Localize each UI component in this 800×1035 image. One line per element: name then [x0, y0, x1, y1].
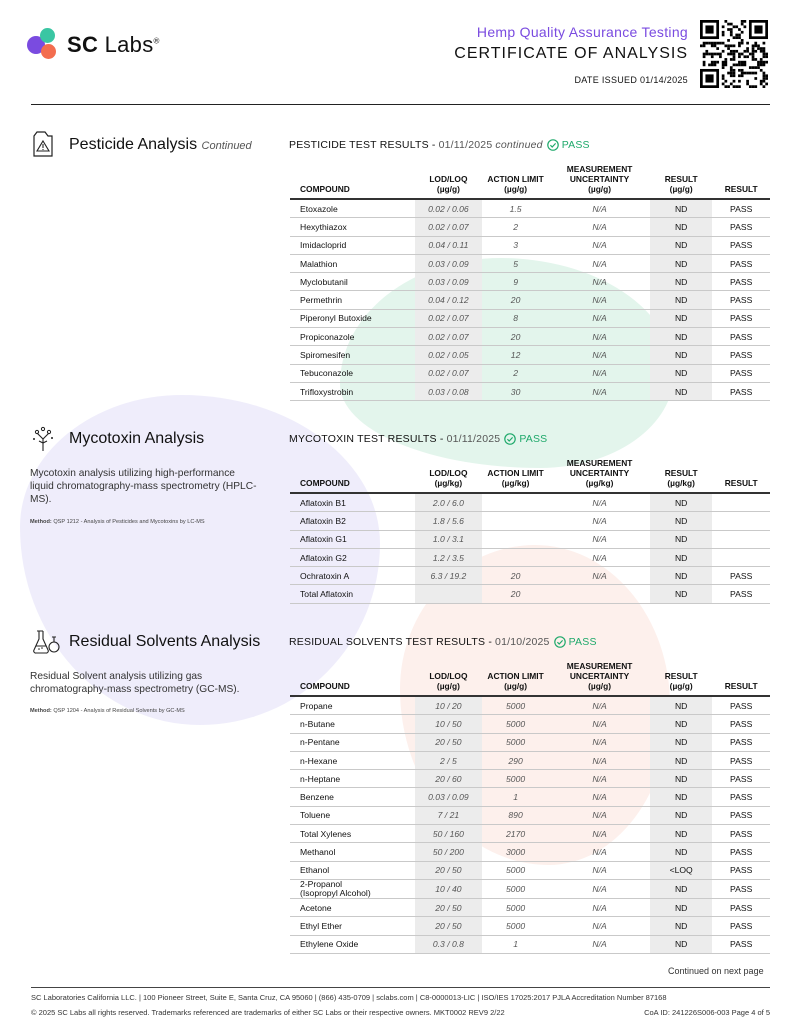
table-cell: 20 / 50 [415, 861, 482, 879]
header-subtitle: Hemp Quality Assurance Testing [476, 24, 688, 40]
table-cell: Ethanol [290, 861, 415, 879]
table-cell: 2-Propanol (Isopropyl Alcohol) [290, 879, 415, 898]
table-cell [482, 512, 549, 530]
table-cell: N/A [549, 825, 650, 843]
column-header: LOD/LOQ (µg/g) [415, 164, 482, 199]
mycotoxin-results-heading [289, 433, 547, 445]
table-cell: N/A [549, 328, 650, 346]
table-cell: N/A [549, 751, 650, 769]
table-cell: 5000 [482, 898, 549, 916]
table-cell: 0.03 / 0.09 [415, 254, 482, 272]
table-cell [712, 493, 770, 512]
table-cell: Etoxazole [290, 199, 415, 218]
table-cell: PASS [712, 218, 770, 236]
table-cell: ND [650, 879, 712, 898]
table-cell: 20 / 50 [415, 733, 482, 751]
table-cell: PASS [712, 770, 770, 788]
table-cell: PASS [712, 861, 770, 879]
table-cell: PASS [712, 917, 770, 935]
table-cell: Piperonyl Butoxide [290, 309, 415, 327]
table-cell: ND [650, 751, 712, 769]
table-cell: 50 / 160 [415, 825, 482, 843]
table-row [290, 585, 770, 603]
table-cell: 1.0 / 3.1 [415, 530, 482, 548]
table-row [290, 548, 770, 566]
table-cell: 290 [482, 751, 549, 769]
flask-icon [31, 628, 61, 656]
mycotoxin-results-label: MYCOTOXIN TEST RESULTS - [289, 433, 444, 445]
table-cell: PASS [712, 585, 770, 603]
table-cell: 5000 [482, 770, 549, 788]
table-cell: N/A [549, 364, 650, 382]
table-cell: N/A [549, 346, 650, 364]
check-circle-icon [554, 636, 566, 648]
table-row [290, 879, 770, 898]
pesticide-pass-text: PASS [561, 139, 590, 151]
table-cell: PASS [712, 567, 770, 585]
table-cell: Ochratoxin A [290, 567, 415, 585]
mycotoxin-results-table [290, 458, 770, 604]
table-cell: Imidacloprid [290, 236, 415, 254]
table-cell: ND [650, 236, 712, 254]
table-row [290, 328, 770, 346]
table-cell: 20 [482, 585, 549, 603]
table-cell: N/A [549, 770, 650, 788]
table-cell: ND [650, 935, 712, 953]
solvents-method [30, 707, 270, 715]
hazard-jug-icon [31, 130, 55, 158]
table-cell: N/A [549, 199, 650, 218]
mycotoxin-results-date: 01/11/2025 [446, 433, 501, 445]
table-cell: Aflatoxin G1 [290, 530, 415, 548]
table-cell: ND [650, 585, 712, 603]
table-cell: ND [650, 788, 712, 806]
table-row [290, 917, 770, 935]
column-header: MEASUREMENT UNCERTAINTY (µg/g) [549, 164, 650, 199]
mycotoxin-pass-badge [504, 433, 547, 445]
table-row [290, 696, 770, 715]
table-cell: PASS [712, 291, 770, 309]
pesticide-results-label: PESTICIDE TEST RESULTS - [289, 139, 436, 151]
solvents-results-date: 01/10/2025 [495, 636, 550, 648]
table-cell: 0.02 / 0.06 [415, 199, 482, 218]
column-header: COMPOUND [290, 458, 415, 493]
table-cell: N/A [549, 273, 650, 291]
mycotoxin-method-text: QSP 1212 - Analysis of Pesticides and Mycotoxins by LC-MS [53, 519, 205, 525]
mycotoxin-description: Mycotoxin analysis utilizing high-performance liquid chromatography-mass spectrometry (HPLC-MS). [30, 468, 257, 505]
table-cell: Trifloxystrobin [290, 382, 415, 400]
logo-mark-icon [27, 28, 61, 62]
table-cell: 7 / 21 [415, 806, 482, 824]
column-header: RESULT [712, 458, 770, 493]
table-cell: 20 / 50 [415, 898, 482, 916]
table-cell: ND [650, 218, 712, 236]
column-header: RESULT [712, 164, 770, 199]
table-cell: 10 / 40 [415, 879, 482, 898]
table-cell: N/A [549, 898, 650, 916]
table-cell: PASS [712, 273, 770, 291]
table-cell: Ethylene Oxide [290, 935, 415, 953]
table-cell: 3000 [482, 843, 549, 861]
table-cell: Propiconazole [290, 328, 415, 346]
table-cell [482, 493, 549, 512]
table-cell: 0.3 / 0.8 [415, 935, 482, 953]
table-cell: PASS [712, 879, 770, 898]
column-header: RESULT (µg/g) [650, 661, 712, 696]
table-cell: ND [650, 917, 712, 935]
table-cell: 0.02 / 0.07 [415, 218, 482, 236]
table-cell: PASS [712, 254, 770, 272]
table-cell: N/A [549, 530, 650, 548]
table-row [290, 751, 770, 769]
table-row [290, 530, 770, 548]
pesticide-title-text: Pesticide Analysis [69, 136, 198, 153]
column-header: COMPOUND [290, 164, 415, 199]
table-cell: N/A [549, 917, 650, 935]
table-cell: ND [650, 346, 712, 364]
table-cell: Aflatoxin B1 [290, 493, 415, 512]
table-cell: 3 [482, 236, 549, 254]
table-cell: ND [650, 715, 712, 733]
table-cell: N/A [549, 696, 650, 715]
mycotoxin-pass-text: PASS [519, 433, 548, 445]
column-header: LOD/LOQ (µg/kg) [415, 458, 482, 493]
table-cell: N/A [549, 935, 650, 953]
solvents-method-label: Method: [30, 708, 52, 714]
table-cell [712, 548, 770, 566]
table-cell: Aflatoxin B2 [290, 512, 415, 530]
table-cell: ND [650, 806, 712, 824]
table-cell: Acetone [290, 898, 415, 916]
table-cell: PASS [712, 788, 770, 806]
table-cell: ND [650, 291, 712, 309]
solvents-results-label: RESIDUAL SOLVENTS TEST RESULTS - [289, 636, 493, 648]
table-row [290, 218, 770, 236]
table-cell: 1.5 [482, 199, 549, 218]
check-circle-icon [504, 433, 516, 445]
column-header: ACTION LIMIT (µg/g) [482, 661, 549, 696]
table-cell: 0.04 / 0.11 [415, 236, 482, 254]
header-block [454, 24, 688, 85]
table-cell: N/A [549, 567, 650, 585]
table-cell: 0.02 / 0.07 [415, 364, 482, 382]
table-cell: 5000 [482, 917, 549, 935]
table-cell: PASS [712, 696, 770, 715]
table-cell: ND [650, 493, 712, 512]
table-cell: PASS [712, 715, 770, 733]
table-cell: n-Butane [290, 715, 415, 733]
table-cell: N/A [549, 512, 650, 530]
pesticide-results-table [290, 164, 770, 401]
pesticide-pass-badge [547, 139, 590, 151]
table-row [290, 364, 770, 382]
table-cell: PASS [712, 898, 770, 916]
table-cell: 2170 [482, 825, 549, 843]
table-row [290, 806, 770, 824]
table-cell: N/A [549, 291, 650, 309]
table-cell: 5000 [482, 861, 549, 879]
table-cell: PASS [712, 843, 770, 861]
solvents-pass-text: PASS [568, 636, 597, 648]
table-row [290, 733, 770, 751]
table-cell: 0.02 / 0.07 [415, 309, 482, 327]
table-row [290, 199, 770, 218]
table-cell: PASS [712, 825, 770, 843]
table-cell [482, 548, 549, 566]
column-header: RESULT [712, 661, 770, 696]
table-cell: ND [650, 382, 712, 400]
table-cell: ND [650, 898, 712, 916]
mycotoxin-method [30, 518, 230, 526]
solvents-method-text: QSP 1204 - Analysis of Residual Solvents by GC-MS [53, 708, 185, 714]
table-cell [712, 530, 770, 548]
table-cell: Spiromesifen [290, 346, 415, 364]
column-header: LOD/LOQ (µg/g) [415, 661, 482, 696]
table-cell: PASS [712, 236, 770, 254]
table-cell: <LOQ [650, 861, 712, 879]
table-cell: PASS [712, 806, 770, 824]
table-cell: 1.2 / 3.5 [415, 548, 482, 566]
column-header: MEASUREMENT UNCERTAINTY (µg/g) [549, 661, 650, 696]
table-cell: 2 [482, 218, 549, 236]
table-cell: N/A [549, 806, 650, 824]
table-cell: n-Heptane [290, 770, 415, 788]
pesticide-results-heading [289, 139, 590, 151]
table-cell: ND [650, 364, 712, 382]
table-cell: 5000 [482, 696, 549, 715]
table-cell: 0.02 / 0.05 [415, 346, 482, 364]
table-row [290, 898, 770, 916]
table-row [290, 382, 770, 400]
table-cell: N/A [549, 493, 650, 512]
pesticide-results-note: continued [495, 139, 543, 151]
mycotoxin-method-label: Method: [30, 519, 52, 525]
table-cell: 20 [482, 567, 549, 585]
pesticide-section-title [69, 136, 252, 154]
table-cell: n-Hexane [290, 751, 415, 769]
table-cell: ND [650, 825, 712, 843]
table-cell [415, 585, 482, 603]
table-cell: Myclobutanil [290, 273, 415, 291]
table-row [290, 770, 770, 788]
table-cell: 20 [482, 291, 549, 309]
table-cell: ND [650, 309, 712, 327]
table-cell: N/A [549, 382, 650, 400]
footer-coa-id: CoA ID: 241226S006-003 Page 4 of 5 [644, 1008, 770, 1017]
footer-copyright: © 2025 SC Labs all rights reserved. Trademarks referenced are trademarks of either SC Labs or their respective owners. MKT0002 REV9 2/22 [31, 1008, 505, 1017]
column-header: RESULT (µg/g) [650, 164, 712, 199]
pesticide-continued-text: Continued [201, 140, 252, 152]
column-header: ACTION LIMIT (µg/g) [482, 164, 549, 199]
column-header: MEASUREMENT UNCERTAINTY (µg/kg) [549, 458, 650, 493]
table-cell: N/A [549, 733, 650, 751]
header-divider [31, 104, 770, 105]
table-cell: 20 / 50 [415, 917, 482, 935]
table-cell: PASS [712, 733, 770, 751]
table-row [290, 861, 770, 879]
table-cell: Propane [290, 696, 415, 715]
table-cell: 5000 [482, 879, 549, 898]
table-cell: 0.02 / 0.07 [415, 328, 482, 346]
table-cell: ND [650, 770, 712, 788]
check-circle-icon [547, 139, 559, 151]
table-cell: PASS [712, 309, 770, 327]
table-cell [482, 530, 549, 548]
header-title: CERTIFICATE OF ANALYSIS [454, 45, 688, 62]
pesticide-results-date: 01/11/2025 [438, 139, 493, 151]
table-cell [549, 585, 650, 603]
table-cell: Total Xylenes [290, 825, 415, 843]
table-cell: PASS [712, 199, 770, 218]
table-cell: ND [650, 567, 712, 585]
table-row [290, 291, 770, 309]
table-cell: N/A [549, 879, 650, 898]
table-cell: PASS [712, 751, 770, 769]
table-cell: 0.03 / 0.08 [415, 382, 482, 400]
mycotoxin-section-title: Mycotoxin Analysis [69, 430, 205, 447]
date-issued: DATE ISSUED 01/14/2025 [574, 75, 688, 85]
table-cell: 30 [482, 382, 549, 400]
table-cell: 5 [482, 254, 549, 272]
table-cell: ND [650, 273, 712, 291]
column-header: RESULT (µg/kg) [650, 458, 712, 493]
solvents-pass-badge [554, 636, 597, 648]
table-cell: 2 / 5 [415, 751, 482, 769]
table-cell: 12 [482, 346, 549, 364]
table-cell: N/A [549, 236, 650, 254]
table-cell: N/A [549, 715, 650, 733]
table-row [290, 715, 770, 733]
table-row [290, 346, 770, 364]
table-cell: Total Aflatoxin [290, 585, 415, 603]
table-cell: N/A [549, 788, 650, 806]
table-row [290, 236, 770, 254]
table-cell: PASS [712, 364, 770, 382]
table-row [290, 843, 770, 861]
table-row [290, 273, 770, 291]
table-cell: Benzene [290, 788, 415, 806]
table-cell: PASS [712, 935, 770, 953]
table-cell: 20 / 60 [415, 770, 482, 788]
table-cell: Tebuconazole [290, 364, 415, 382]
table-cell: N/A [549, 254, 650, 272]
table-cell: Aflatoxin G2 [290, 548, 415, 566]
column-header: ACTION LIMIT (µg/kg) [482, 458, 549, 493]
table-cell: 5000 [482, 733, 549, 751]
table-cell: n-Pentane [290, 733, 415, 751]
table-cell: 8 [482, 309, 549, 327]
table-cell: Ethyl Ether [290, 917, 415, 935]
table-cell: 2.0 / 6.0 [415, 493, 482, 512]
table-cell: N/A [549, 309, 650, 327]
table-cell: PASS [712, 346, 770, 364]
table-cell: N/A [549, 861, 650, 879]
table-cell: 5000 [482, 715, 549, 733]
table-cell: ND [650, 843, 712, 861]
table-row [290, 935, 770, 953]
table-cell: Hexythiazox [290, 218, 415, 236]
table-cell: Malathion [290, 254, 415, 272]
table-cell [712, 512, 770, 530]
table-cell: 0.03 / 0.09 [415, 273, 482, 291]
table-cell: ND [650, 254, 712, 272]
footer-address: SC Laboratories California LLC. | 100 Pioneer Street, Suite E, Santa Cruz, CA 95060 | (866) 435-0709 | sclabs.com | C8-0000013-LIC | ISO/IES 17025:2017 PJLA Accreditation Number 87168 [31, 993, 667, 1002]
table-cell: 0.03 / 0.09 [415, 788, 482, 806]
table-cell: Toluene [290, 806, 415, 824]
table-row [290, 254, 770, 272]
table-cell: N/A [549, 843, 650, 861]
table-cell: 9 [482, 273, 549, 291]
table-cell: ND [650, 199, 712, 218]
table-cell: N/A [549, 548, 650, 566]
table-cell: Permethrin [290, 291, 415, 309]
qr-code-icon [700, 20, 768, 88]
column-header: COMPOUND [290, 661, 415, 696]
table-cell: Methanol [290, 843, 415, 861]
table-row [290, 493, 770, 512]
table-row [290, 825, 770, 843]
table-cell: 1 [482, 935, 549, 953]
table-cell: ND [650, 548, 712, 566]
table-cell: N/A [549, 218, 650, 236]
solvents-section-title: Residual Solvents Analysis [69, 633, 261, 650]
table-cell: 6.3 / 19.2 [415, 567, 482, 585]
solvents-results-heading [289, 636, 597, 648]
table-cell: ND [650, 733, 712, 751]
table-cell: ND [650, 530, 712, 548]
solvents-results-table [290, 661, 770, 954]
table-cell: ND [650, 696, 712, 715]
table-row [290, 567, 770, 585]
table-cell: ND [650, 512, 712, 530]
table-cell: 890 [482, 806, 549, 824]
table-row [290, 512, 770, 530]
mold-spores-icon [31, 425, 55, 453]
table-cell: 10 / 50 [415, 715, 482, 733]
table-row [290, 309, 770, 327]
table-cell: 2 [482, 364, 549, 382]
table-cell: 1.8 / 5.6 [415, 512, 482, 530]
solvents-description: Residual Solvent analysis utilizing gas chromatography-mass spectrometry (GC-MS). [30, 671, 240, 695]
continued-note: Continued on next page [668, 966, 764, 976]
table-cell: 10 / 20 [415, 696, 482, 715]
table-cell: ND [650, 328, 712, 346]
table-cell: 0.04 / 0.12 [415, 291, 482, 309]
footer-divider [31, 987, 770, 988]
table-row [290, 788, 770, 806]
sc-labs-logo [27, 28, 160, 62]
table-cell: 20 [482, 328, 549, 346]
brand-name: SC Labs® [67, 32, 160, 57]
table-cell: 50 / 200 [415, 843, 482, 861]
table-cell: PASS [712, 328, 770, 346]
table-cell: PASS [712, 382, 770, 400]
table-cell: 1 [482, 788, 549, 806]
